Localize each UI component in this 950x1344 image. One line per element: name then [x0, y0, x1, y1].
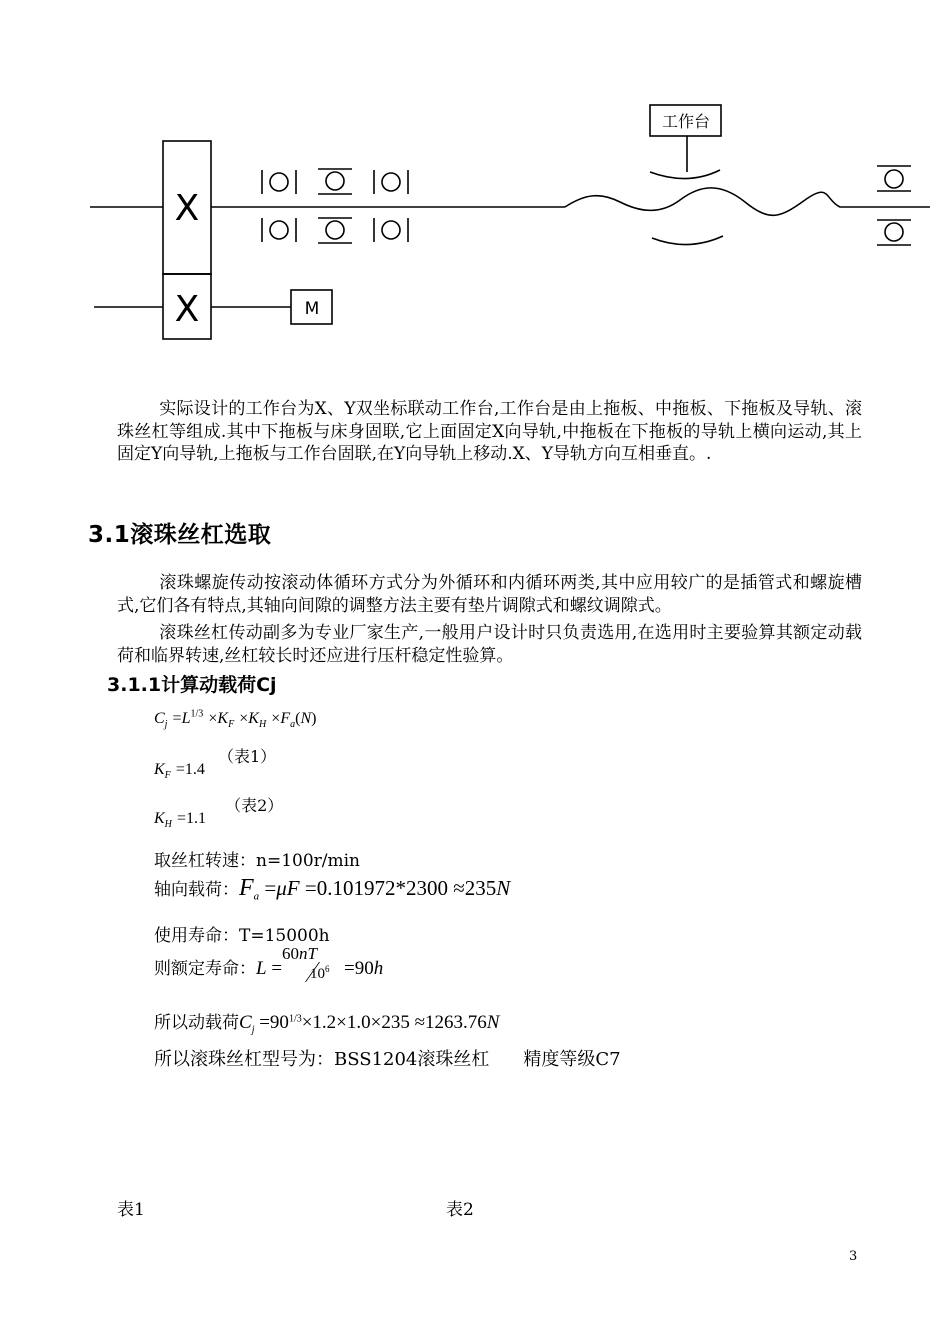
rated-life-label: 则额定寿命：	[154, 959, 256, 979]
speed-line: 取丝杠转速：n=100r/min	[154, 851, 361, 871]
life-line: 使用寿命：T=15000h	[154, 926, 330, 946]
dynamic-load-line: 所以动载荷$C_j =90^{1/3}\times 1.2\times 1.0\times 235 \approx 1263.76N$	[154, 1012, 500, 1036]
axial-load-line: 轴向载荷：$F_a =\mu F =0.101972*2300 \approx 235N$	[154, 875, 511, 903]
subsection-heading: 3.1.1计算动载荷Cj	[107, 674, 277, 696]
precision-grade: 精度等级C7	[523, 1049, 621, 1070]
section-heading: 3.1滚珠丝杠选取	[88, 522, 272, 548]
section-paragraph-1: 滚珠螺旋传动按滚动体循环方式分为外循环和内循环两类,其中应用较广的是插管式和螺旋槽式,它们各有特点,其轴向间隙的调整方法主要有垫片调隙式和螺纹调隙式。	[117, 573, 862, 616]
kh-note: （表2）	[225, 796, 284, 815]
kf-note: （表1）	[218, 747, 277, 766]
model-label: 所以滚珠丝杠型号为：BSS1204滚珠丝杠	[154, 1049, 490, 1070]
section-paragraph-2: 滚珠丝杠传动副多为专业厂家生产,一般用户设计时只负责选用,在选用时主要验算其额定动载荷和临界转速,丝杠较长时还应进行压杆稳定性验算。	[117, 623, 862, 666]
kh-line: $K_H =1.1$ （表2）	[154, 796, 284, 831]
table-caption-1: 表1	[117, 1200, 145, 1220]
motor-label: M	[304, 299, 320, 319]
rated-life-line: 则额定寿命：L = 60nT $10^6$ =90h	[154, 944, 384, 982]
model-line	[154, 1045, 621, 1071]
table-caption-2: 表2	[446, 1200, 474, 1220]
transmission-diagram	[0, 90, 950, 360]
axial-load-label: 轴向载荷：	[154, 880, 239, 900]
kf-line: $K_F =1.4$ （表1）	[154, 747, 277, 782]
intro-paragraph: 实际设计的工作台为X、Y双坐标联动工作台,工作台是由上拖板、中拖板、下拖板及导轨、滚珠丝杠等组成.其中下拖板与床身固联,它上面固定X向导轨,中拖板在下拖板的导轨上横向运动,其上固定Y向导轨,上拖板与工作台固联,在Y向导轨上移动.X、Y导轨方向互相垂直。.	[117, 399, 862, 464]
gearbox-x-lower: X	[174, 289, 200, 330]
formula-main: $C_j =L^{1/3} \times K_F \times K_H \times F_a(N)$	[154, 708, 317, 731]
page-number: 3	[849, 1249, 858, 1264]
workbench-label: 工作台	[661, 112, 711, 131]
dynamic-load-label: 所以动载荷	[154, 1013, 239, 1033]
gearbox-x-upper: X	[174, 188, 200, 229]
